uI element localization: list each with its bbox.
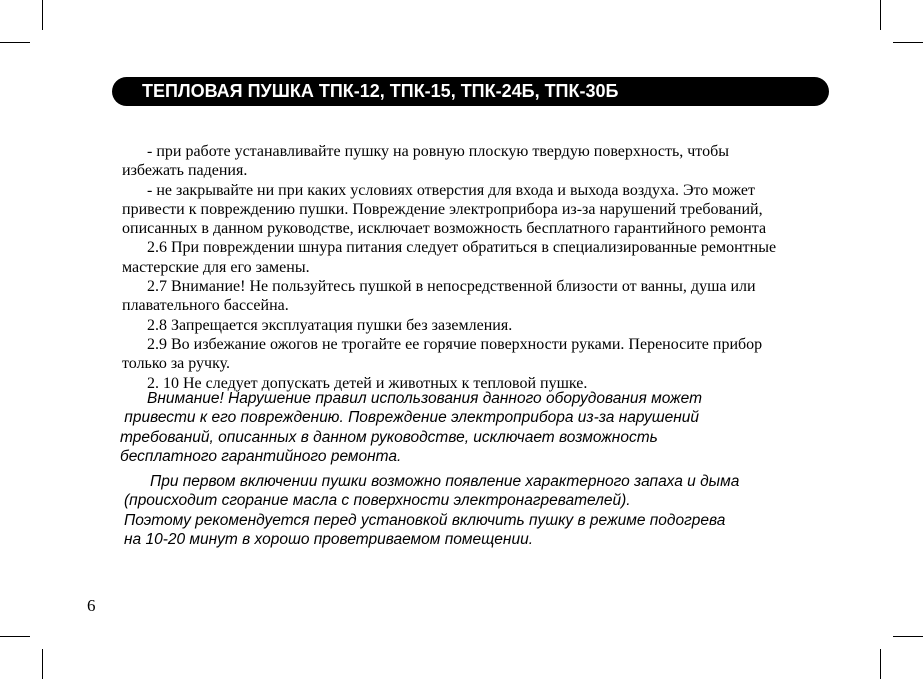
note-line: (происходит сгорание масла с поверхности электронагревателей). xyxy=(124,492,631,510)
crop-mark xyxy=(880,649,881,679)
header-bar xyxy=(112,77,829,106)
warning-line: Внимание! Нарушение правил использования данного оборудования может xyxy=(147,390,703,407)
body-line: 2.6 При повреждении шнура питания следует обратиться в специализированные ремонтные xyxy=(147,239,777,257)
body-line: 2. 10 Не следует допускать детей и животных к тепловой пушке. xyxy=(147,374,588,392)
body-line: 2.8 Запрещается эксплуатация пушки без заземления. xyxy=(147,316,513,334)
body-text xyxy=(122,142,837,393)
crop-mark xyxy=(893,636,923,637)
crop-mark xyxy=(893,42,923,43)
body-line: плавательного бассейна. xyxy=(122,297,289,315)
warning-line: требований, описанных в данном руководстве, исключает возможность xyxy=(120,428,658,446)
crop-mark xyxy=(42,649,43,679)
crop-mark xyxy=(42,0,43,30)
body-line: 2.9 Во избежание ожогов не трогайте ее горячие поверхности руками. Переносите прибор xyxy=(147,335,763,353)
note-line: Поэтому рекомендуется перед установкой включить пушку в режиме подогрева xyxy=(124,511,726,529)
crop-mark xyxy=(880,0,881,30)
crop-mark xyxy=(0,42,30,43)
body-line: мастерские для его замены. xyxy=(122,258,310,276)
warning-line: бесплатного гарантийного ремонта. xyxy=(120,448,402,466)
body-line: избежать падения. xyxy=(122,162,248,180)
crop-mark xyxy=(0,636,30,637)
note-line: на 10-20 минут в хорошо проветриваемом помещении. xyxy=(124,530,534,548)
body-line: - при работе устанавливайте пушку на ровную плоскую твердую поверхность, чтобы xyxy=(147,143,729,160)
body-line: только за ручку. xyxy=(122,355,231,373)
body-line: привести к повреждению пушки. Повреждение электроприбора из-за нарушений требований, xyxy=(122,200,763,218)
warning-block xyxy=(120,389,840,467)
body-line: - не закрывайте ни при каких условиях отверстия для входа и выхода воздуха. Это может xyxy=(147,181,755,199)
first-start-note xyxy=(124,472,844,549)
page-number: 6 xyxy=(87,596,96,615)
page-title: ТЕПЛОВАЯ ПУШКА ТПК-12, ТПК-15, ТПК-24Б, ТПК-30Б xyxy=(142,81,619,101)
note-line: При первом включении пушки возможно появление характерного запаха и дыма xyxy=(150,473,740,490)
body-line: описанных в данном руководстве, исключает возможность бесплатного гарантийного ремонта xyxy=(122,220,767,238)
body-line: 2.7 Внимание! Не пользуйтесь пушкой в непосредственной близости от ванны, душа или xyxy=(147,278,756,296)
warning-line: привести к его повреждению. Повреждение электроприбора из-за нарушений xyxy=(120,409,699,427)
